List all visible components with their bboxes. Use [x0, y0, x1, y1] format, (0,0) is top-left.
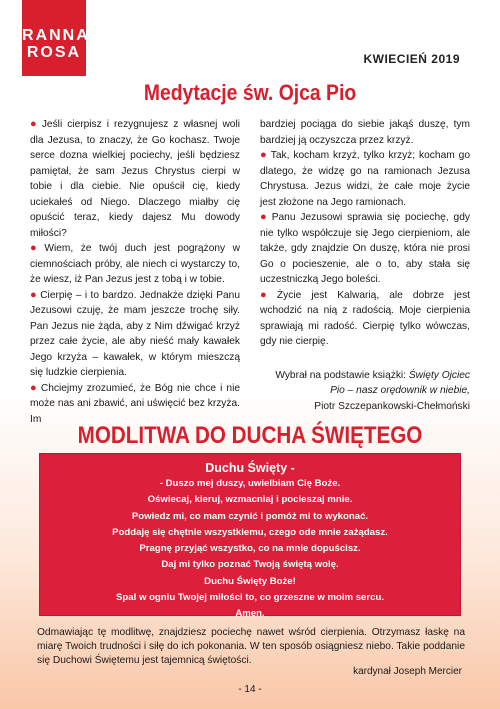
issue-date: KWIECIEŃ 2019	[363, 52, 460, 66]
paragraph-text: Cierpię – i to bardzo. Jednakże dzięki Panu Jezusowi czuję, że mam jeszcze trochę siły. Pan Jezus nie żąda, aby z Nim dźwigać krzyż przez całe życie, ale aby nieść mały kawałek Jego krzyża – kawałek, w którym mieszczą się ludzkie cierpienia.	[30, 289, 240, 378]
bullet-icon: ●	[260, 149, 268, 161]
prayer-heading: Duchu Święty -	[205, 461, 295, 475]
prayer-commentary: Odmawiając tę modlitwę, znajdziesz pociechę nawet wśród cierpienia. Otrzymasz łaskę na miarę Twoich trudności i siłę do ich pokonania. W ten sposób osiągniesz niebo. Takie poddanie się Duchowi Świętemu jest tajemnicą świętości.	[37, 627, 465, 666]
source-book: Święty Ojciec Pio – nasz orędownik w niebie,	[330, 369, 470, 396]
right-column	[260, 117, 470, 427]
prayer-box	[39, 453, 461, 620]
prayer-line: Powiedz mi, co mam czynić i pomóż mi to wykonać.	[131, 510, 369, 522]
paragraph	[260, 288, 470, 350]
paragraph	[30, 117, 240, 241]
logo-line-1: RANNA	[22, 27, 90, 44]
bullet-icon: ●	[30, 381, 38, 394]
prayer-line: Oświecaj, kieruj, wzmacniaj i pocieszaj mnie.	[147, 494, 353, 506]
paragraph-text: Tak, kocham krzyż, tylko krzyż; kocham go dlatego, że widzę go na ramionach Jezusa Chrystusa. Jezus widzi, że całe moje życie jest złożone na Jego ramionach.	[260, 150, 470, 208]
prayer-line: Spal w ogniu Twojej miłości to, co grzeszne w moim sercu.	[116, 592, 384, 604]
paragraph-text: Życie jest Kalwarią, ale dobrze jest wchodzić na nią z radością. Moje cierpienia sprawiają mi radość. Cierpię tylko wówczas, gdy nie cierpię.	[260, 289, 470, 347]
prayer-line: Poddaję się chętnie wszystkiemu, czego ode mnie zażądasz.	[112, 526, 388, 538]
meditation-columns	[30, 117, 470, 427]
bullet-icon: ●	[30, 242, 42, 254]
paragraph: bardziej pociąga do siebie jakąś duszę, tym bardziej ją oczyszcza przez krzyż.	[260, 119, 470, 146]
prayer-line: Duchu Święty Boże!	[204, 575, 296, 587]
paragraph	[30, 241, 240, 288]
left-column	[30, 117, 240, 427]
paragraph-text: Wiem, że twój duch jest pogrążony w ciemnościach próby, ale niech ci wystarczy to, że wiesz, iż Pan Jezus jest z tobą i w tobie.	[30, 243, 240, 285]
paragraph	[260, 210, 470, 288]
paragraph	[260, 148, 470, 210]
prayer-line: - Duszo mej duszy, uwielbiam Cię Boże.	[159, 478, 341, 489]
bullet-icon: ●	[260, 211, 269, 223]
source-prefix: Wybrał na podstawie książki:	[275, 369, 409, 381]
prayer-line: Pragnę przyjąć wszystko, co na mnie dopuścisz.	[139, 543, 361, 555]
bullet-icon: ●	[30, 118, 39, 130]
logo-line-2: ROSA	[26, 44, 82, 61]
paragraph-text: Jeśli cierpisz i rezygnujesz z własnej woli dla Jezusa, to znaczy, że Go kochasz. Twoje serce dozna wielkiej pociechy, jeśli będziesz pamiętał, że sam Jezus Chrystus cierpi w tobie i dla ciebie. Nie opuścił cię, kiedy uciekałeś od Niego. Dlaczego miałby cię opuścić teraz, kiedy dajesz Mu dowody miłości?	[30, 119, 240, 239]
prayer-title: MODLITWA DO DUCHA ŚWIĘTEGO	[77, 422, 423, 449]
source-citation	[260, 368, 470, 415]
page-number: - 14 -	[238, 684, 262, 695]
paragraph-text: Chciejmy zrozumieć, że Bóg nie chce i nie może nas ani zbawić, ani uświęcić bez krzyża. Im	[30, 382, 240, 425]
magazine-logo	[22, 0, 90, 76]
paragraph	[30, 381, 240, 428]
meditation-title: Medytacje św. Ojca Pio	[143, 80, 357, 105]
bullet-icon: ●	[30, 288, 38, 301]
paragraph-text: Panu Jezusowi sprawia się pociechę, gdy nie tylko współczuje się Jego cierpieniom, ale także, gdy znajdzie On duszę, która nie prosi Go o pocieszenie, ale o to, aby stała się uczestniczką Jego boleści.	[260, 212, 470, 285]
prayer-author: kardynał Joseph Mercier	[353, 666, 462, 677]
source-author: Piotr Szczepankowski-Chełmoński	[314, 400, 470, 412]
bullet-icon: ●	[260, 288, 274, 301]
prayer-line: Daj mi tylko poznać Twoją świętą wolę.	[161, 559, 339, 571]
prayer-line: Amen.	[235, 608, 265, 620]
paragraph	[30, 288, 240, 381]
